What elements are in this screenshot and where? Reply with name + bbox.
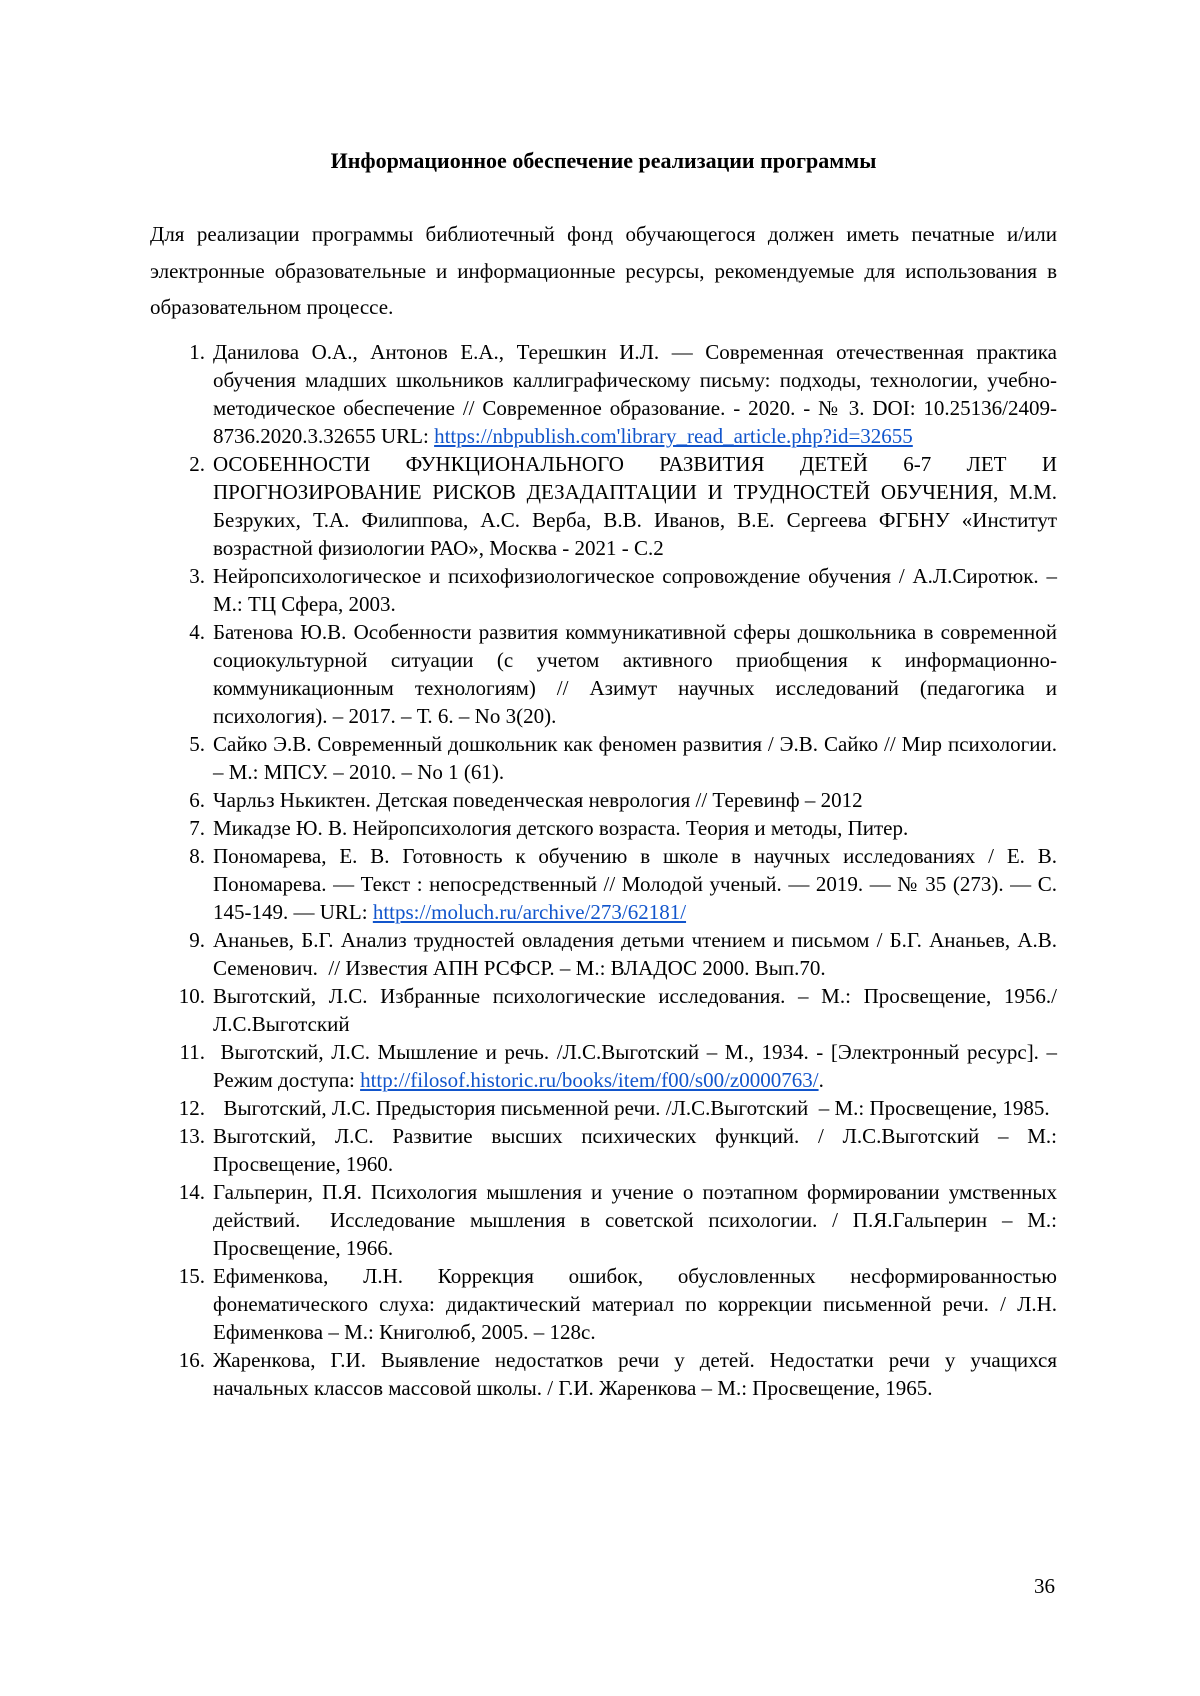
reference-text	[213, 618, 1057, 730]
reference-text-run: Выготский, Л.С. Избранные психологические исследования. – М.: Просвещение, 1956./ Л.С.Выготский	[213, 983, 1057, 1036]
reference-text-run: Нейропсихологическое и психофизиологическое сопровождение обучения / А.Л.Сиротюк. – М.: ТЦ Сфера, 2003.	[213, 563, 1057, 616]
reference-item	[150, 1178, 1057, 1262]
reference-number: 7.	[189, 815, 205, 840]
reference-item	[150, 338, 1057, 450]
reference-item	[150, 842, 1057, 926]
reference-text-run: ОСОБЕННОСТИ ФУНКЦИОНАЛЬНОГО РАЗВИТИЯ ДЕТЕЙ 6-7 ЛЕТ И ПРОГНОЗИРОВАНИЕ РИСКОВ ДЕЗАДАПТАЦИИ И ТРУДНОСТЕЙ ОБУЧЕНИЯ, М.М. Безруких, Т.А. Филиппова, А.С. Верба, В.В. Иванов, В.Е. Сергеева ФГБНУ «Институт возрастной физиологии РАО», Москва - 2021 - С.2	[213, 451, 1057, 560]
reference-text	[213, 450, 1057, 562]
reference-link[interactable]: https://nbpublish.com'library_read_article.php?id=32655	[434, 423, 913, 448]
reference-text-run: Пономарева, Е. В. Готовность к обучению в школе в научных исследованиях / Е. В. Пономарева. — Текст : непосредственный // Молодой ученый. — 2019. — № 35 (273). — С. 145-149. — URL:	[213, 843, 1057, 924]
reference-number: 3.	[189, 563, 205, 588]
reference-number: 10.	[178, 983, 205, 1008]
reference-text	[213, 1094, 1057, 1122]
reference-text	[213, 730, 1057, 786]
reference-item	[150, 1122, 1057, 1178]
reference-text-run: Гальперин, П.Я. Психология мышления и учение о поэтапном формировании умственных действий. Исследование мышления в советской психологии. / П.Я.Гальперин – М.: Просвещение, 1966.	[213, 1179, 1057, 1260]
reference-item	[150, 618, 1057, 730]
reference-text	[213, 1038, 1057, 1094]
reference-item	[150, 814, 1057, 842]
page-title: Информационное обеспечение реализации программы	[330, 148, 877, 173]
reference-text-run: Данилова О.А., Антонов Е.А., Терешкин И.Л. — Современная отечественная практика обучения младших школьников каллиграфическому письму: подходы, технологии, учебно-методическое обеспечение // Современное образование. - 2020. - № 3. DOI: 10.25136/2409-8736.2020.3.32655 URL:	[213, 339, 1057, 448]
page-number: 36	[1034, 1574, 1055, 1598]
reference-number: 8.	[189, 843, 205, 868]
reference-item	[150, 562, 1057, 618]
reference-text-tail: .	[818, 1067, 824, 1092]
reference-text	[213, 1122, 1057, 1178]
reference-item	[150, 926, 1057, 982]
reference-item	[150, 730, 1057, 786]
reference-number: 12.	[178, 1095, 205, 1120]
reference-number: 16.	[178, 1347, 205, 1372]
reference-item	[150, 786, 1057, 814]
reference-number: 13.	[178, 1123, 205, 1148]
reference-text-run: Выготский, Л.С. Развитие высших психических функций. / Л.С.Выготский – М.: Просвещение, 1960.	[213, 1123, 1057, 1176]
reference-link[interactable]: http://filosof.historic.ru/books/item/f00/s00/z0000763/	[360, 1067, 819, 1092]
reference-text-run: Выготский, Л.С. Мышление и речь. /Л.С.Выготский – М., 1934. - [Электронный ресурс]. – Режим доступа:	[213, 1039, 1057, 1092]
reference-text-run: Ефименкова, Л.Н. Коррекция ошибок, обусловленных несформированностью фонематического слуха: дидактический материал по коррекции письменной речи. / Л.Н. Ефименкова – М.: Книголюб, 2005. – 128с.	[213, 1263, 1057, 1344]
reference-text	[213, 1262, 1057, 1346]
reference-link[interactable]: https://moluch.ru/archive/273/62181/	[372, 899, 687, 924]
reference-number: 11.	[179, 1039, 205, 1064]
reference-number: 2.	[189, 451, 205, 476]
reference-text-run: Выготский, Л.С. Предыстория письменной речи. /Л.С.Выготский – М.: Просвещение, 1985.	[213, 1095, 1050, 1120]
reference-text-run: Ананьев, Б.Г. Анализ трудностей овладения детьми чтением и письмом / Б.Г. Ананьев, А.В. Семенович. // Известия АПН РСФСР. – М.: ВЛАДОС 2000. Вып.70.	[213, 927, 1057, 980]
reference-number: 1.	[189, 339, 205, 364]
reference-number: 5.	[189, 731, 205, 756]
reference-number: 6.	[189, 787, 205, 812]
reference-item	[150, 1262, 1057, 1346]
reference-item	[150, 1038, 1057, 1094]
reference-text	[213, 842, 1057, 926]
reference-text	[213, 786, 1057, 814]
reference-text	[213, 1178, 1057, 1262]
reference-list	[150, 338, 1057, 1402]
reference-text-run: Жаренкова, Г.И. Выявление недостатков речи у детей. Недостатки речи у учащихся начальных классов массовой школы. / Г.И. Жаренкова – М.: Просвещение, 1965.	[213, 1347, 1057, 1400]
reference-text	[213, 1346, 1057, 1402]
reference-number: 14.	[178, 1179, 205, 1204]
reference-item	[150, 1346, 1057, 1402]
reference-text	[213, 926, 1057, 982]
reference-number: 9.	[189, 927, 205, 952]
reference-text-run: Микадзе Ю. В. Нейропсихология детского возраста. Теория и методы, Питер.	[213, 815, 909, 840]
reference-text	[213, 338, 1057, 450]
reference-item	[150, 450, 1057, 562]
reference-item	[150, 982, 1057, 1038]
reference-text-run: Батенова Ю.В. Особенности развития коммуникативной сферы дошкольника в современной социокультурной ситуации (с учетом активного приобщения к информационно-коммуникационным технологиям) // Азимут научных исследований (педагогика и психология). – 2017. – Т. 6. – No 3(20).	[213, 619, 1057, 728]
reference-text	[213, 814, 1057, 842]
intro-paragraph: Для реализации программы библиотечный фонд обучающегося должен иметь печатные и/или электронные образовательные и информационные ресурсы, рекомендуемые для использования в образовательном процессе.	[150, 222, 1057, 319]
reference-text-run: Сайко Э.В. Современный дошкольник как феномен развития / Э.В. Сайко // Мир психологии. – М.: МПСУ. – 2010. – No 1 (61).	[213, 731, 1057, 784]
reference-item	[150, 1094, 1057, 1122]
reference-number: 4.	[189, 619, 205, 644]
reference-number: 15.	[178, 1263, 205, 1288]
reference-text-run: Чарльз Нькиктен. Детская поведенческая неврология // Теревинф – 2012	[213, 787, 863, 812]
reference-text	[213, 982, 1057, 1038]
reference-text	[213, 562, 1057, 618]
